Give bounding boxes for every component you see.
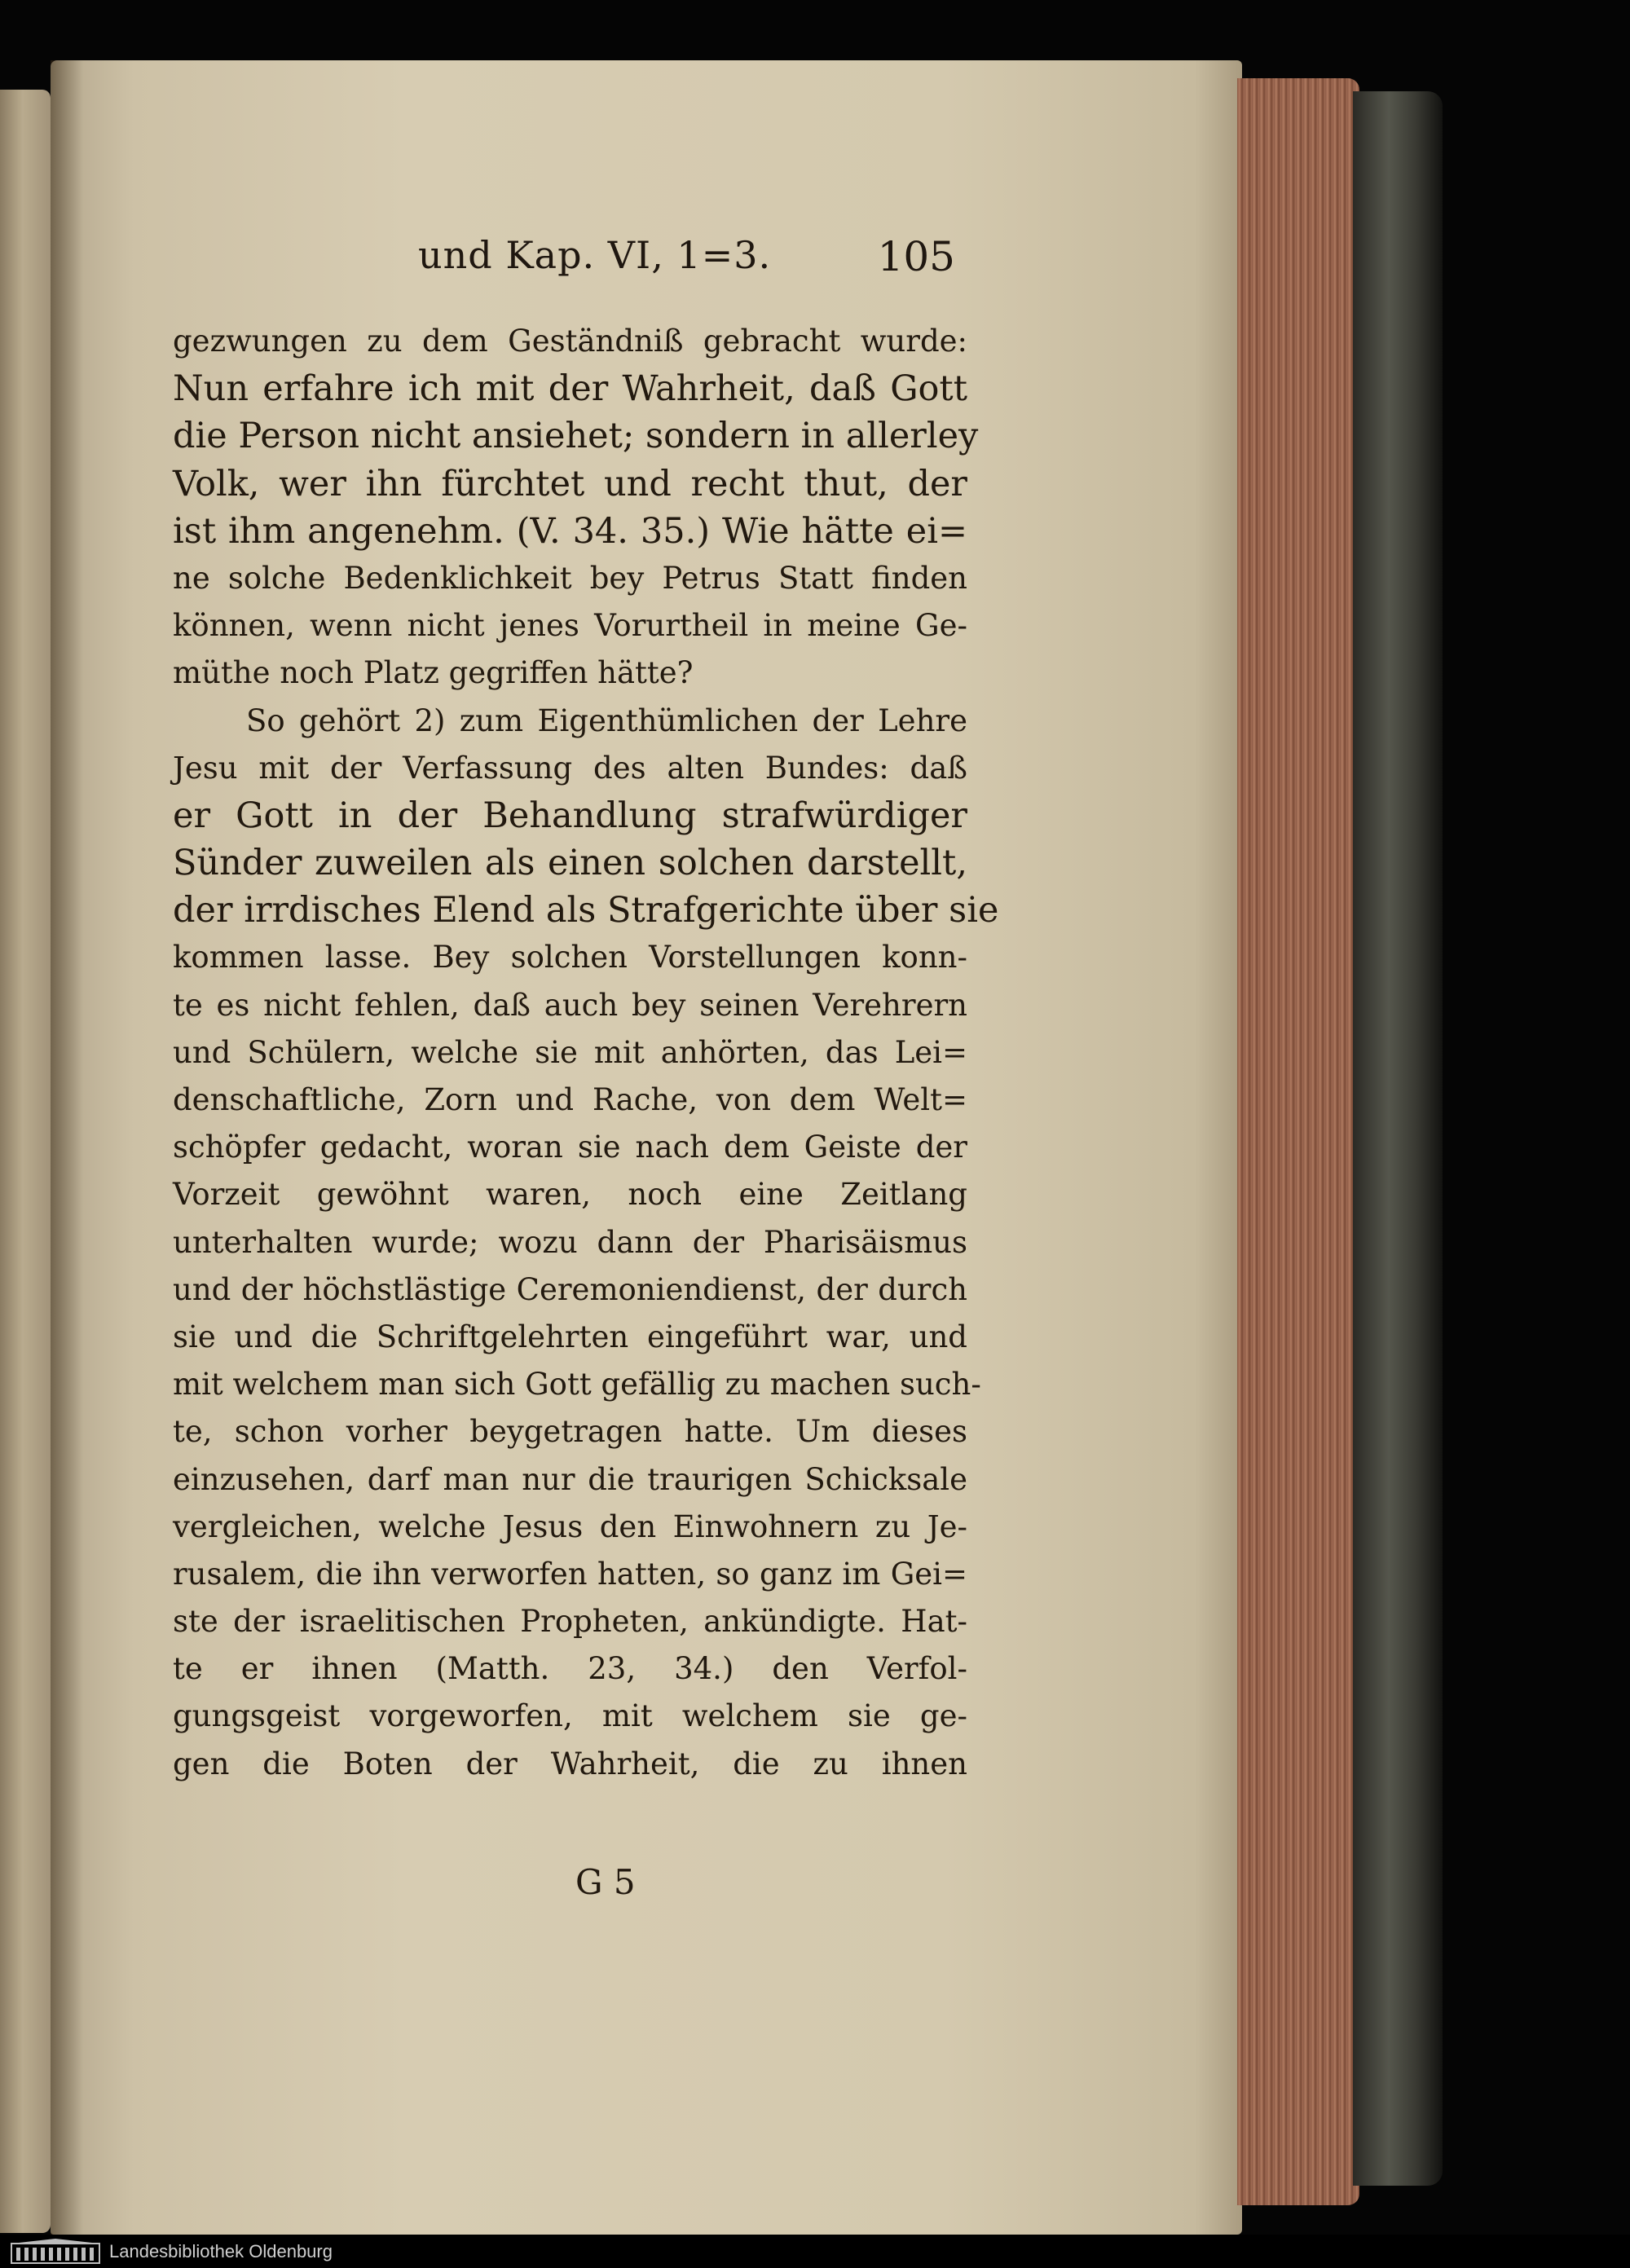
text-line: ste der israelitischen Propheten, ankündigte. Hat- bbox=[173, 1604, 967, 1640]
text-line: und Schülern, welche sie mit anhörten, das Lei= bbox=[173, 1034, 967, 1070]
running-head: und Kap. VI, 1=3. bbox=[418, 233, 772, 277]
text-line: te es nicht fehlen, daß auch bey seinen Verehrern bbox=[173, 987, 967, 1023]
text-line: So gehört 2) zum Eigenthümlichen der Lehre bbox=[246, 702, 967, 738]
page-gutter-shadow bbox=[51, 60, 83, 2235]
text-line: rusalem, die ihn verworfen hatten, so ganz im Gei= bbox=[173, 1556, 967, 1592]
footer-institution-label: Landesbibliothek Oldenburg bbox=[109, 2241, 333, 2261]
text-line: te, schon vorher beygetragen hatte. Um dieses bbox=[173, 1414, 967, 1450]
text-line: vergleichen, welche Jesus den Einwohnern zu Je- bbox=[173, 1508, 967, 1544]
library-building-icon bbox=[10, 2239, 101, 2265]
text-line: gungsgeist vorgeworfen, mit welchem sie ge- bbox=[173, 1698, 967, 1734]
text-line: die Person nicht ansiehet; sondern in allerley bbox=[173, 416, 979, 457]
text-line: der irrdisches Elend als Strafgerichte über sie bbox=[173, 890, 999, 931]
text-line: unterhalten wurde; wozu dann der Pharisäismus bbox=[173, 1224, 967, 1260]
page-number: 105 bbox=[877, 233, 955, 280]
text-line: sie und die Schriftgelehrten eingeführt war, und bbox=[173, 1319, 967, 1354]
text-line: mit welchem man sich Gott gefällig zu machen such- bbox=[173, 1367, 981, 1403]
text-line: gezwungen zu dem Geständniß gebracht wurde: bbox=[173, 324, 967, 359]
signature-mark: G 5 bbox=[575, 1862, 636, 1902]
text-line: und der höchstlästige Ceremoniendienst, der durch bbox=[173, 1271, 967, 1307]
text-line: denschaftliche, Zorn und Rache, von dem Welt= bbox=[173, 1082, 967, 1117]
text-line: Volk, wer ihn fürchtet und recht thut, der bbox=[173, 463, 967, 504]
text-line: Jesu mit der Verfassung des alten Bundes: daß bbox=[173, 750, 967, 786]
text-line: te er ihnen (Matth. 23, 34.) den Verfol- bbox=[173, 1651, 967, 1687]
text-line: gen die Boten der Wahrheit, die zu ihnen bbox=[173, 1746, 967, 1781]
text-line: müthe noch Platz gegriffen hätte? bbox=[173, 655, 694, 691]
body-text bbox=[173, 318, 999, 1866]
text-line: ist ihm angenehm. (V. 34. 35.) Wie hätte ei= bbox=[173, 510, 967, 552]
book-cover-edge bbox=[1353, 91, 1443, 2186]
text-line: können, wenn nicht jenes Vorurtheil in meine Ge- bbox=[173, 608, 967, 644]
text-line: ne solche Bedenklichkeit bey Petrus Statt finden bbox=[173, 560, 967, 596]
text-line: einzusehen, darf man nur die traurigen Schicksale bbox=[173, 1461, 967, 1497]
text-line: Sünder zuweilen als einen solchen darstellt, bbox=[173, 843, 967, 884]
text-line: er Gott in der Behandlung strafwürdiger bbox=[173, 795, 967, 836]
text-line: Nun erfahre ich mit der Wahrheit, daß Gott bbox=[173, 368, 967, 410]
text-line: Vorzeit gewöhnt waren, noch eine Zeitlang bbox=[173, 1177, 967, 1213]
previous-page-edge bbox=[0, 90, 51, 2233]
text-line: kommen lasse. Bey solchen Vorstellungen konn- bbox=[173, 940, 967, 975]
text-line: schöpfer gedacht, woran sie nach dem Geiste der bbox=[173, 1130, 967, 1165]
page-stack-edge bbox=[1237, 78, 1359, 2205]
